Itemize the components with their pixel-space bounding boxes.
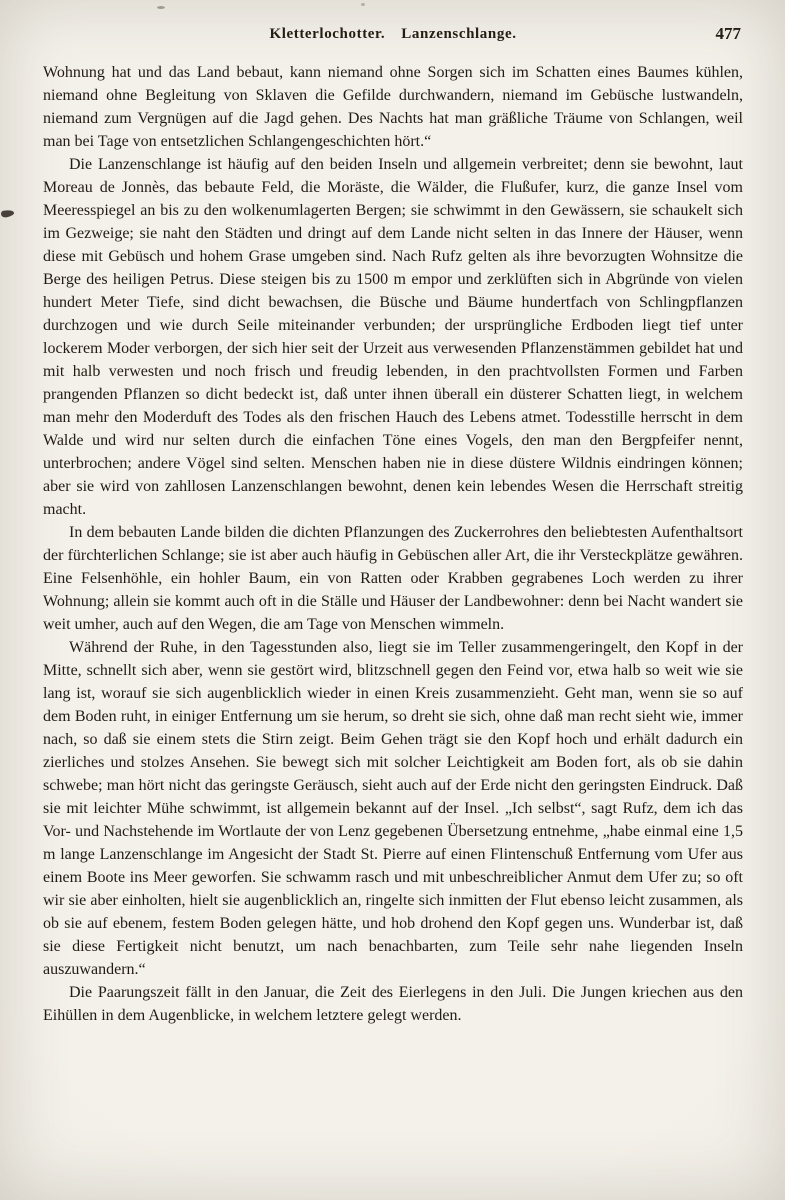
scan-speck [361,3,365,6]
page-number: 477 [715,24,741,43]
running-header-title [43,26,743,43]
paragraph-continuation: Wohnung hat und das Land bebaut, kann niemand ohne Sorgen sich im Schatten eines Baumes kühlen, niemand ohne Begleitung von Sklaven die Gefilde durchwandern, niemand im Gebüsche lustwandeln, niemand zum Vergnügen auf die Jagd gehen. Des Nachts hat man gräßliche Träume von Schlangen, weil man bei Tage von entsetzlichen Schlangengeschichten hört.“ [43,64,743,150]
paragraph: In dem bebauten Lande bilden die dichten Pflanzungen des Zuckerrohres den beliebtesten Aufenthaltsort der fürchterlichen Schlange; sie ist aber auch häufig in Gebüschen aller Art, die ihr Versteckplätze gewähren. Eine Felsenhöhle, ein hohler Baum, ein von Ratten oder Krabben gegrabenes Loch werden zu ihrer Wohnung; allein sie kommt auch oft in die Ställe und Häuser der Landbewohner: denn bei Nacht wandert sie weit umher, auch auf den Wegen, die am Tage von Menschen wimmeln. [43,524,743,633]
ink-blot [0,209,14,219]
paragraph: Die Paarungszeit fällt in den Januar, die Zeit des Eierlegens in den Juli. Die Jungen kriechen aus den Eihüllen in dem Augenblicke, in welchem letztere gelegt werden. [43,984,743,1024]
page-body [43,61,743,1027]
paragraph: Während der Ruhe, in den Tagesstunden also, liegt sie im Teller zusammengeringelt, den Kopf in der Mitte, schnellt sich aber, wenn sie gestört wird, blitzschnell gegen den Feind vor, etwa halb so weit wie sie lang ist, worauf sie sich augenblicklich wieder in einen Kreis zusammenzieht. Geht man, wenn sie so auf dem Boden ruht, in einiger Entfernung um sie herum, so dreht sie sich, ohne daß man recht sieht wie, immer nach, so daß sie einem stets die Stirn zeigt. Beim Gehen trägt sie den Kopf hoch und erhält dadurch ein zierliches und stolzes Ansehen. Sie bewegt sich mit solcher Leichtigkeit am Boden fort, als ob sie dahin schwebe; man hört nicht das geringste Geräusch, sieht auch auf der Erde nicht den geringsten Eindruck. Daß sie mit leichter Mühe schwimmt, ist allgemein bekannt auf der Insel. „Ich selbst“, sagt Rufz, dem ich das Vor- und Nachstehende im Wortlaute der von Lenz gegebenen Übersetzung entnehme, „habe einmal eine 1,5 m lange Lanzenschlange im Angesicht der Stadt St. Pierre auf einen Flintenschuß Entfernung vom Ufer aus einem Boote ins Meer geworfen. Sie schwamm rasch und mit unbeschreiblicher Anmut dem Ufer zu; so oft wir sie aber einholten, hielt sie augenblicklich an, ringelte sich inmitten der Flut ebenso leicht zusammen, als ob sie auf ebenem, festem Boden gelegen hätte, und hob drohend den Kopf gegen uns. Wunderbar ist, daß sie diese Fertigkeit nicht benutzt, um nach benachbarten, zum Teile sehr nahe liegenden Inseln auszuwandern.“ [43,639,743,978]
header-section-right: Lanzenschlange. [401,26,517,42]
running-header [43,24,743,48]
scan-speck [157,6,165,9]
paragraph: Die Lanzenschlange ist häufig auf den beiden Inseln und allgemein verbreitet; denn sie bewohnt, laut Moreau de Jonnès, das bebaute Feld, die Moräste, die Wälder, die Flußufer, kurz, die ganze Insel vom Meeresspiegel an bis zu den wolkenumlagerten Bergen; sie schwimmt in den Gewässern, sie schaukelt sich im Gezweige; sie naht den Städten und dringt auf dem Lande nicht selten in das Innere der Häuser, wenn diese mit Gebüsch und hohem Grase umgeben sind. Nach Rufz gelten als ihre bevorzugten Wohnsitze die Berge des heiligen Petrus. Diese steigen bis zu 1500 m empor und zerklüften sich in Abgründe von vielen hundert Meter Tiefe, sind dicht bewachsen, die Büsche und Bäume hundertfach von Schlingpflanzen durchzogen und wie durch Seile miteinander verbunden; der ursprüngliche Erdboden liegt tief unter lockerem Moder verborgen, der sich hier seit der Urzeit aus verwesenden Pflanzenstämmen gebildet hat und mit halb verwesten und noch frisch und freudig lebenden, in den prachtvollsten Formen und Farben prangenden Pflanzen so dicht bedeckt ist, daß unter ihnen überall ein düsterer Schatten liegt, in welchem man mehr den Moderduft des Todes als den frischen Hauch des Lebens atmet. Todesstille herrscht in dem Walde und wird nur selten durch die einfachen Töne eines Vogels, den man den Bergpfeifer nennt, unterbrochen; andere Vögel sind selten. Menschen haben nie in diese düstere Wildnis eindringen können; aber sie wird von zahllosen Lanzenschlangen bewohnt, denen kein lebendes Wesen die Herrschaft streitig macht. [43,156,743,518]
header-section-left: Kletterlochotter. [269,26,386,42]
